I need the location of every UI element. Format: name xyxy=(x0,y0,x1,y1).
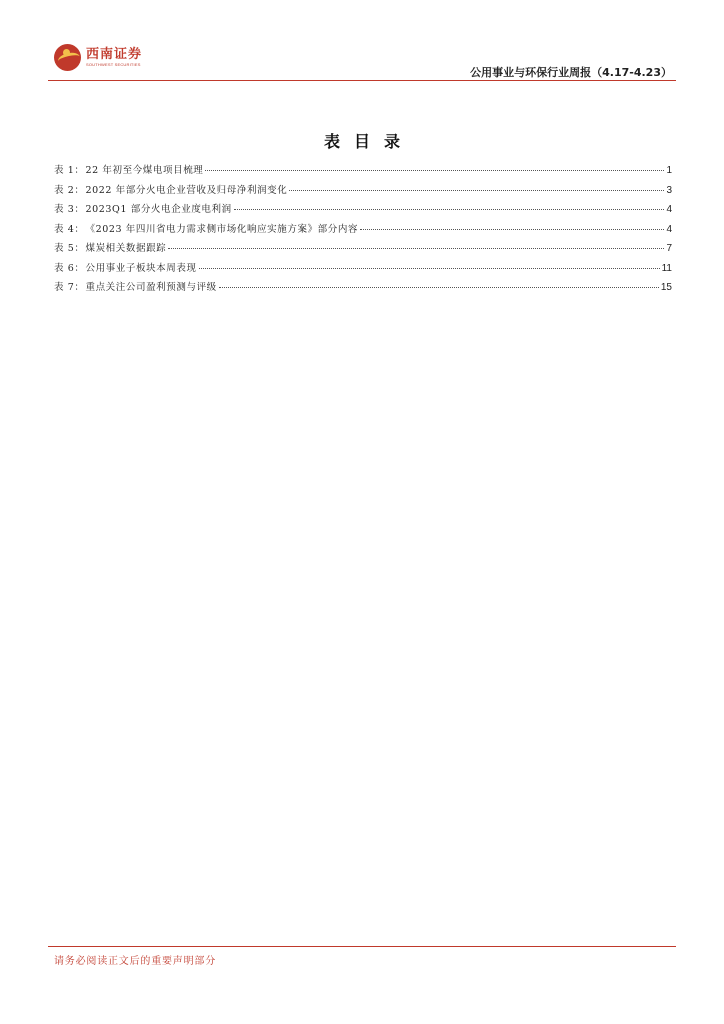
toc-entry-table-3[interactable]: 表 3 ： 2023Q1 部分火电企业度电利润 4 xyxy=(54,201,672,221)
toc-heading: 表目录 xyxy=(323,132,414,151)
toc-entry-page: 15 xyxy=(660,282,672,293)
toc-entry-label: 表 6 xyxy=(54,262,75,274)
toc-entry-title: 《2023 年四川省电力需求侧市场化响应实施方案》部分内容 xyxy=(85,223,359,235)
toc-entry-table-7[interactable]: 表 7 ： 重点关注公司盈利预测与评级 15 xyxy=(54,279,672,299)
toc-entry-label: 表 1 xyxy=(54,165,75,176)
toc-entry-title: 煤炭相关数据跟踪 xyxy=(85,243,167,254)
toc-entry-table-1[interactable]: 表 1 ： 22 年初至今煤电项目梳理 1 xyxy=(54,162,672,182)
disclaimer-note: 请务必阅读正文后的重要声明部分 xyxy=(54,956,216,967)
toc-entry-title: 2023Q1 部分火电企业度电利润 xyxy=(85,204,232,215)
toc-entry-label: 表 5 xyxy=(54,243,75,254)
header-divider xyxy=(48,80,676,81)
toc-entry-title: 重点关注公司盈利预测与评级 xyxy=(85,282,217,293)
toc-dot-leader xyxy=(168,248,664,249)
report-title: 公用事业与环保行业周报（4.17-4.23） xyxy=(470,66,672,79)
toc-entry-page: 3 xyxy=(666,184,672,196)
toc-entry-page: 11 xyxy=(661,262,672,274)
toc-dot-leader xyxy=(219,287,659,288)
toc-entry-page: 4 xyxy=(666,204,672,215)
logo-emblem-icon xyxy=(54,44,81,71)
logo-name: 西南证券 xyxy=(86,47,143,62)
toc-entry-page: 1 xyxy=(666,165,672,176)
toc-dot-leader xyxy=(289,190,664,191)
toc-entry-label: 表 4 xyxy=(54,223,75,235)
toc-dot-leader xyxy=(199,268,660,269)
logo-subname: SOUTHWEST SECURITIES xyxy=(86,62,141,67)
toc-entry-table-2[interactable]: 表 2 ： 2022 年部分火电企业营收及归母净利润变化 3 xyxy=(54,182,672,202)
toc-entry-title: 公用事业子板块本周表现 xyxy=(85,262,197,274)
toc-entry-label: 表 3 xyxy=(54,204,75,215)
table-of-contents xyxy=(54,162,672,299)
company-logo xyxy=(54,44,142,71)
toc-entry-table-4[interactable]: 表 4 ： 《2023 年四川省电力需求侧市场化响应实施方案》部分内容 4 xyxy=(54,221,672,241)
toc-entry-table-6[interactable]: 表 6 ： 公用事业子板块本周表现 11 xyxy=(54,260,672,280)
toc-entry-label: 表 7 xyxy=(54,282,75,293)
toc-entry-page: 4 xyxy=(666,223,672,235)
toc-entry-title: 2022 年部分火电企业营收及归母净利润变化 xyxy=(85,184,288,196)
toc-entry-table-5[interactable]: 表 5 ： 煤炭相关数据跟踪 7 xyxy=(54,240,672,260)
footer-divider xyxy=(48,946,676,947)
toc-entry-page: 7 xyxy=(666,243,672,254)
toc-dot-leader xyxy=(205,170,664,171)
toc-entry-title: 22 年初至今煤电项目梳理 xyxy=(85,165,204,176)
toc-dot-leader xyxy=(360,229,664,230)
toc-entry-label: 表 2 xyxy=(54,184,75,196)
toc-dot-leader xyxy=(234,209,665,210)
